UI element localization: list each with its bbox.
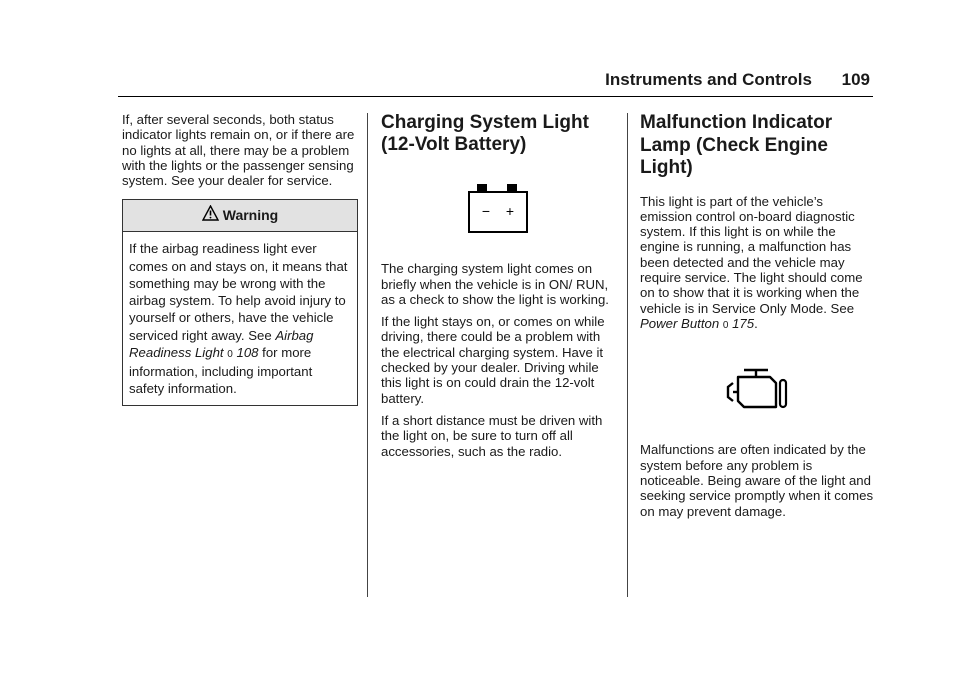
mil-paragraph-1 bbox=[640, 194, 876, 334]
warning-text-end: for more information, including important safety information. bbox=[129, 344, 313, 397]
column-3 bbox=[640, 112, 876, 526]
battery-plus-label: + bbox=[505, 203, 515, 219]
page-ref-108[interactable]: 108 bbox=[236, 344, 259, 360]
warning-text-part: If the airbag readiness light ever comes on and stays on, it means that something may be wrong with the airbag system. To help avoid injury to yourself or others, have the vehicle serviced right away. See bbox=[129, 241, 348, 343]
charging-system-heading: Charging System Light (12-Volt Battery) bbox=[381, 112, 589, 155]
mil-text-part: This light is part of the vehicle’s emission control on-board diagnostic system. If this light is on while the engine is running, a malfunction has been detected and the vehicle may require service. The light should come on to show that it is working when the vehicle is in Service Only Mode. See bbox=[640, 193, 863, 316]
column-divider bbox=[367, 113, 368, 597]
page-ref-175[interactable]: 175 bbox=[732, 315, 755, 331]
column-2 bbox=[381, 112, 617, 466]
battery-minus-label: − bbox=[481, 203, 491, 219]
page-header bbox=[0, 70, 960, 100]
power-button-link[interactable]: Power Button bbox=[640, 315, 720, 331]
airbag-readiness-link[interactable]: Airbag Readiness Light bbox=[129, 327, 314, 360]
warning-text bbox=[123, 232, 357, 405]
charging-paragraph-2: If the light stays on, or comes on while driving, there could be a problem with the electrical charging system. Have it checked by your dealer. Driving while this light is on could drain the 12-volt battery. bbox=[381, 314, 605, 406]
column-1 bbox=[122, 112, 358, 406]
charging-paragraph-1: The charging system light comes on briefly when the vehicle is in ON/ RUN, as a check to show the light is working. bbox=[381, 261, 609, 307]
warning-title: Warning bbox=[222, 207, 279, 224]
page-ref-icon: 0 bbox=[227, 348, 233, 360]
mil-text-end: . bbox=[754, 315, 758, 331]
check-engine-icon bbox=[724, 367, 876, 416]
page-number: 109 bbox=[841, 70, 870, 89]
malfunction-indicator-heading: Malfunction Indicator Lamp (Check Engine Light) bbox=[640, 112, 833, 178]
page-ref-icon: 0 bbox=[722, 319, 729, 331]
column-divider bbox=[627, 113, 628, 597]
battery-icon bbox=[467, 182, 617, 237]
charging-paragraph-3: If a short distance must be driven with the light on, be sure to turn off all accessories, such as the radio. bbox=[381, 412, 603, 459]
section-title: Instruments and Controls bbox=[605, 70, 812, 89]
header-rule bbox=[118, 96, 873, 97]
mil-paragraph-2: Malfunctions are often indicated by the system before any problem is noticeable. Being aware of the light and seeking service promptly when it comes on may prevent damage. bbox=[640, 442, 874, 519]
warning-header bbox=[123, 200, 357, 232]
intro-paragraph: If, after several seconds, both status indicator lights remain on, or if there are no lights at all, there may be a problem with the lights or the passenger sensing system. See your dealer for service. bbox=[122, 112, 355, 189]
warning-triangle-icon bbox=[202, 201, 219, 232]
warning-box bbox=[122, 199, 358, 406]
